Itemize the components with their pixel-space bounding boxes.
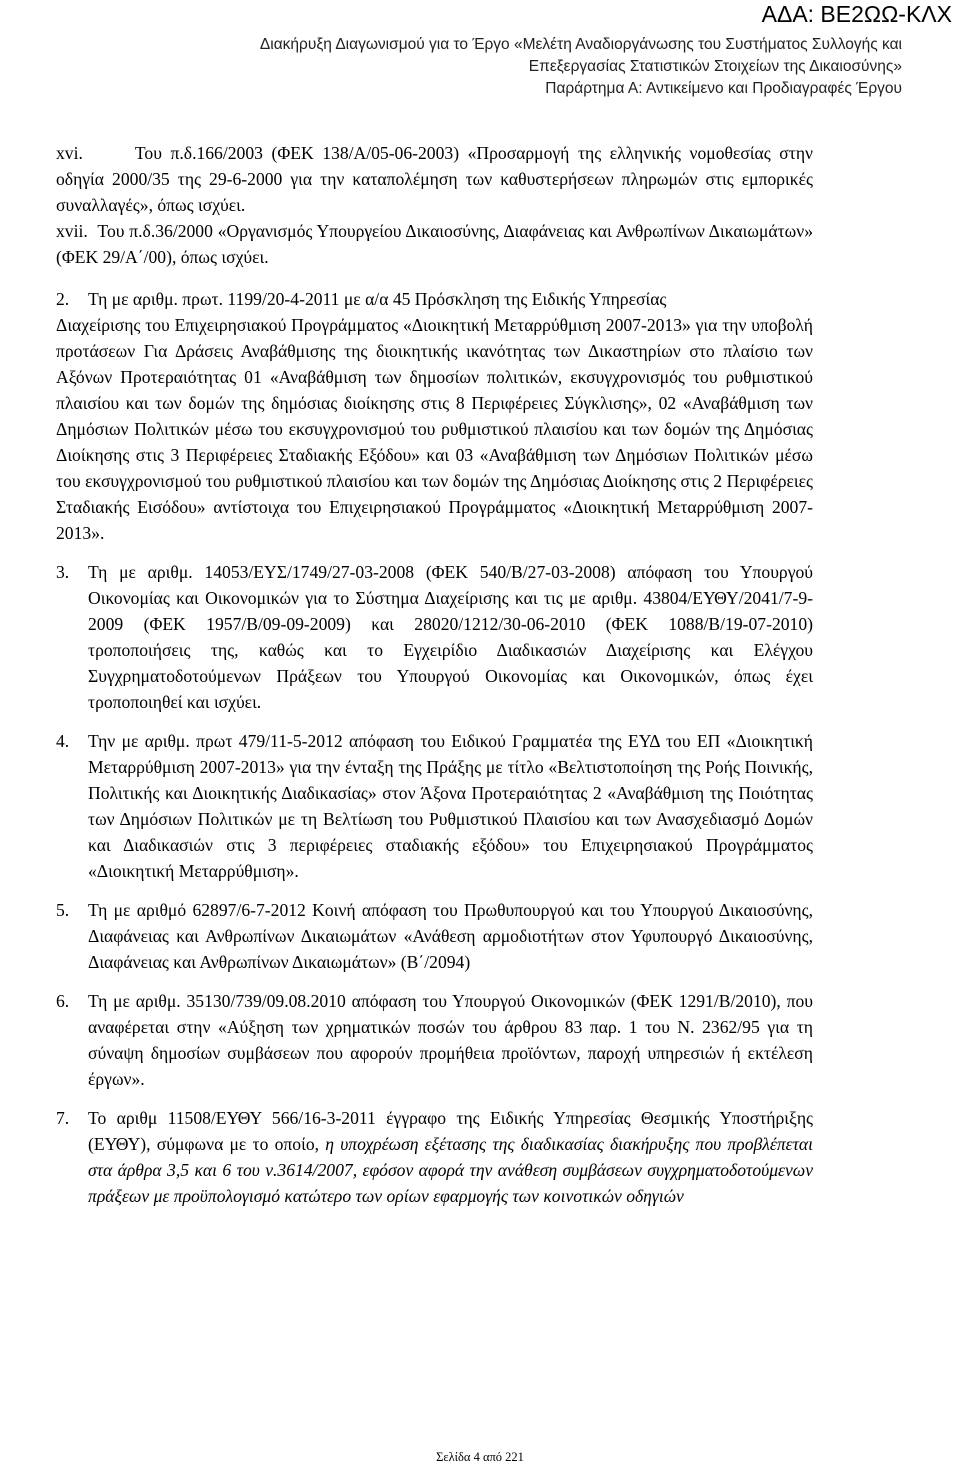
header-line-3: Παράρτημα Α: Αντικείμενο και Προδιαγραφές Έργου [545,80,902,97]
list-item-text [88,1105,813,1209]
page-number: Σελίδα 4 από 221 [436,1450,524,1464]
list-item-text: Τη με αριθμ. 35130/739/09.08.2010 απόφαση του Υπουργού Οικονομικών (ΦΕΚ 1291/Β/2010), που αναφέρεται στην «Αύξηση των χρηματικών ποσών του άρθρου 83 παρ. 1 του Ν. 2362/95 για τη σύναψη δημοσίων συμβάσεων που αφορούν προμήθεια προϊόντων, παροχή υπηρεσιών ή εκτέλεση έργων». [88,991,813,1089]
subitem-text: Του π.δ.166/2003 (ΦΕΚ 138/Α/05-06-2003) «Προσαρμογή της ελληνικής νομοθεσίας στην οδηγία 2000/35 της 29-6-2000 για την καταπολέμηση των καθυστερήσεων πληρωμών στις εμπορικές συναλλαγές», όπως ισχύει. [56,143,813,215]
list-item-7 [56,1105,813,1209]
list-item-text-plain: Το αριθμ 11508/ΕΥΘΥ 566/16-3-2011 έγγραφο της Ειδικής Υπηρεσίας Θεσμικής Υποστήριξης (ΕΥΘΥ), σύμφωνα με το οποίο, [88,1108,813,1154]
list-item-text: Την με αριθμ. πρωτ 479/11-5-2012 απόφαση του Ειδικού Γραμματέα της ΕΥΔ του ΕΠ «Διοικητική Μεταρρύθμιση 2007-2013» για την ένταξη της Πράξης με τίτλο «Βελτιστοποίηση της Ροής Ποινικής, Πολιτικής και Διοικητικής Διαδικασίας» στον Άξονα Προτεραιότητας 2 «Αναβάθμιση της Ποιότητας των Δημόσιων Πολιτικών με τη Βελτίωση του Ρυθμιστικού Πλαισίου και των Ανασχεδιασμό Δομών και Διαδικασιών στις 3 περιφέρειες σταδιακής εξόδου» του Επιχειρησιακού Προγράμματος «Διοικητική Μεταρρύθμιση». [88,731,813,881]
subitem-label: xvii. [56,221,88,241]
list-item-number: 6. [56,991,70,1011]
list-item-6 [56,988,813,1092]
list-item-text-italic: η υποχρέωση εξέτασης της διαδικασίας διακήρυξης που προβλέπεται στα άρθρα 3,5 και 6 του ν.3614/2007, εφόσον αφορά την ανάθεση συμβάσεων συγχρηματοδοτούμενων πράξεων με προϋπολογισμό κατώτερο των ορίων εφαρμογής των κοινοτικών οδηγιών [88,1134,813,1206]
list-item-number: 4. [56,731,70,751]
list-item-5 [56,897,813,975]
page-body [56,140,813,1209]
list-item-number: 3. [56,562,70,582]
list-item-text: Τη με αριθμ. πρωτ. 1199/20-4-2011 με α/α 45 Πρόσκληση της Ειδικής Υπηρεσίας [88,289,667,309]
subitem-text: Του π.δ.36/2000 «Οργανισμός Υπουργείου Δικαιοσύνης, Διαφάνειας και Ανθρωπίνων Δικαιωμάτων» (ΦΕΚ 29/Α΄/00), όπως ισχύει. [56,221,813,267]
ada-code: ΑΔΑ: ΒΕ2ΩΩ-ΚΛΧ [761,1,952,27]
document-header [260,34,902,100]
subitem-xvi [56,140,813,218]
list-item-number: 5. [56,900,70,920]
list-item-2-continuation: Διαχείρισης του Επιχειρησιακού Προγράμματος «Διοικητική Μεταρρύθμιση 2007-2013» για την υποβολή προτάσεων Για Δράσεις Αναβάθμισης της διοικητικής ικανότητας των Δικαστηρίων στο πλαίσιο των Αξόνων Προτεραιότητας 01 «Αναβάθμιση των δημοσίων πολιτικών, εκσυγχρονισμός του ρυθμιστικού πλαισίου και των δομών της δημόσιας διοίκησης στις 8 Περιφέρειες Σύγκλισης», 02 «Αναβάθμιση των Δημόσιων Πολιτικών μέσω του εκσυγχρονισμού του ρυθμιστικού πλαισίου και των δομών της Δημόσιας Διοίκησης στις 3 Περιφέρειες Σταδιακής Εξόδου» και 03 «Αναβάθμιση των Δημόσιων Πολιτικών μέσω του εκσυγχρονισμού του ρυθμιστικού πλαισίου και των δομών της Δημόσιας Διοίκησης στις 2 Περιφέρειες Σταδιακής Εισόδου» αντίστοιχα του Επιχειρησιακού Προγράμματος «Διοικητική Μεταρρύθμιση 2007-2013». [56,315,813,543]
list-item-3 [56,559,813,715]
subitem-label: xvi. [56,143,83,163]
list-item-2 [56,286,813,312]
header-line-1: Διακήρυξη Διαγωνισμού για το Έργο «Μελέτη Αναδιοργάνωσης του Συστήματος Συλλογής και [259,36,902,53]
list-item-text: Τη με αριθμ. 14053/ΕΥΣ/1749/27-03-2008 (ΦΕΚ 540/Β/27-03-2008) απόφαση του Υπουργού Οικονομίας και Οικονομικών για το Σύστημα Διαχείρισης και τις με αριθμ. 43804/ΕΥΘΥ/2041/7-9-2009 (ΦΕΚ 1957/Β/09-09-2009) και 28020/1212/30-06-2010 (ΦΕΚ 1088/Β/19-07-2010) τροποποιήσεις της, καθώς και το Εγχειρίδιο Διαδικασιών Διαχείρισης και Ελέγχου Συγχρηματοδοτούμενων Πράξεων του Υπουργού Οικονομίας και Οικονομικών, όπως έχει τροποποιηθεί και ισχύει. [88,562,813,712]
header-line-2: Επεξεργασίας Στατιστικών Στοιχείων της Δικαιοσύνης» [528,58,902,75]
subitem-xvii [56,218,813,270]
list-item-text: Τη με αριθμό 62897/6-7-2012 Κοινή απόφαση του Πρωθυπουργού και του Υπουργού Δικαιοσύνης, Διαφάνειας και Ανθρωπίνων Δικαιωμάτων «Ανάθεση αρμοδιοτήτων στον Υφυπουργό Δικαιοσύνης, Διαφάνειας και Ανθρωπίνων Δικαιωμάτων» (Β΄/2094) [88,900,813,972]
list-item-4 [56,728,813,884]
list-item-number: 2. [56,289,70,309]
list-item-number: 7. [56,1108,70,1128]
